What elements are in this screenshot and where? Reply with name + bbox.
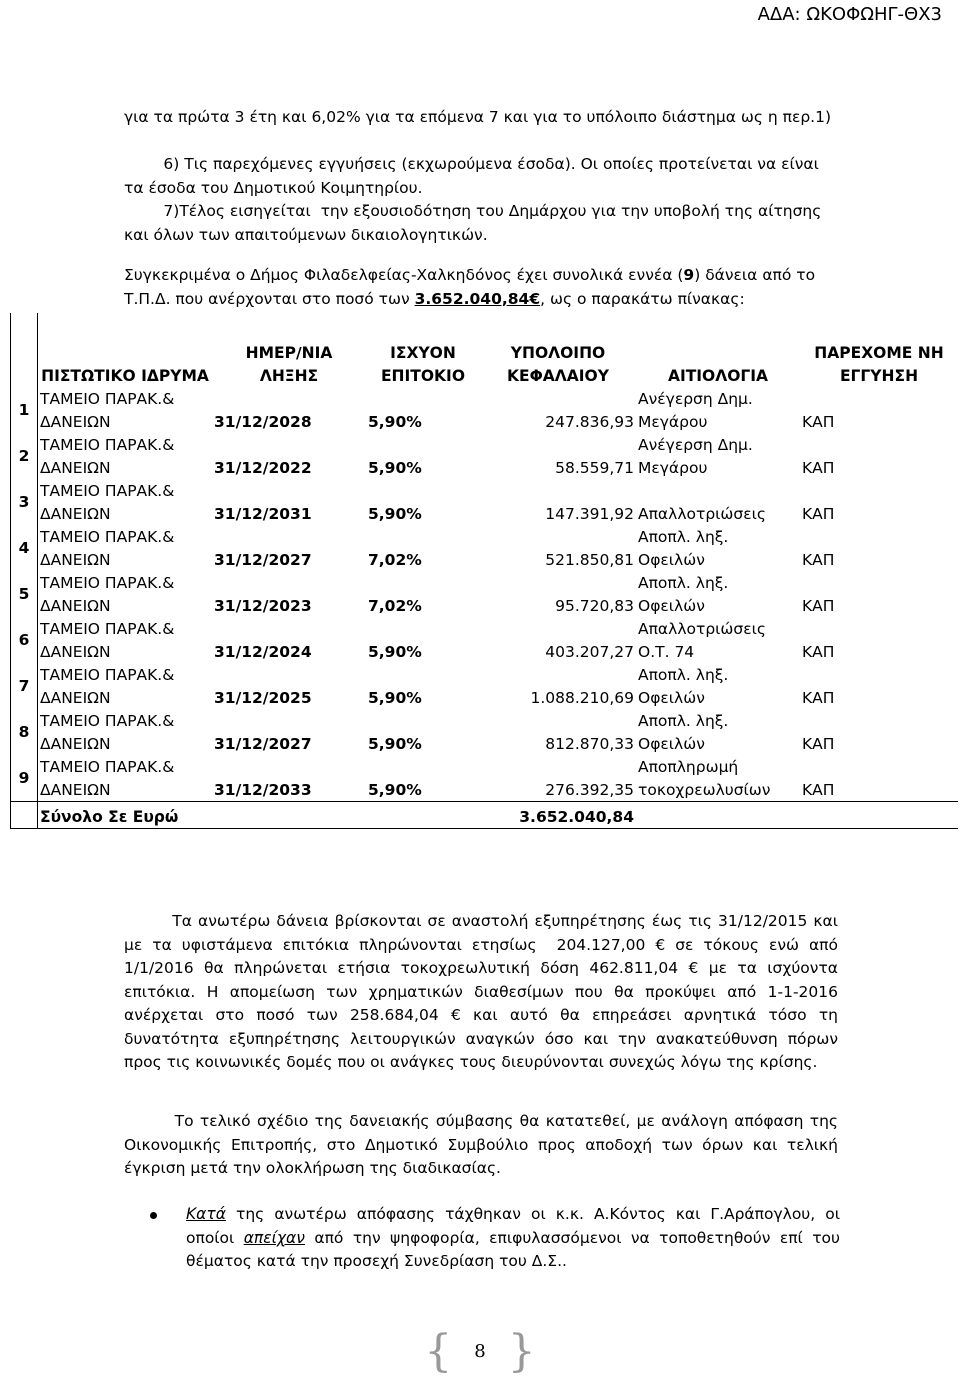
table-row — [11, 755, 959, 802]
row-purpose — [636, 617, 800, 663]
row-date — [212, 755, 366, 802]
row-rate-rate: 7,02% — [368, 596, 422, 615]
intro-line: για τα πρώτα 3 έτη και 6,02% για τα επόμενα 7 και για το υπόλοιπο διάστημα ως η περ.1) — [124, 108, 831, 126]
row-number — [11, 663, 38, 709]
row-guarantee — [800, 709, 958, 755]
row-rate-rate: 5,90% — [368, 734, 422, 753]
row-purpose-purpose2: Οφειλών — [638, 734, 705, 753]
row-date-date: 31/12/2024 — [214, 642, 312, 661]
total-purpose-empty — [636, 802, 800, 829]
row-purpose-purpose1: Απαλλοτριώσεις — [638, 620, 766, 638]
row-lender — [38, 571, 213, 617]
row-balance — [480, 755, 636, 802]
row-purpose-purpose1: Αποπλ. ληξ. — [638, 574, 729, 592]
row-guarantee — [800, 525, 958, 571]
row-purpose — [636, 755, 800, 802]
row-balance-balance: 1.088.210,69 — [530, 688, 634, 707]
row-lender-lender2: ΔΑΝΕΙΩΝ — [40, 412, 111, 431]
row-number — [11, 755, 38, 802]
row-number-num: 7 — [18, 676, 30, 695]
row-date — [212, 709, 366, 755]
row-guarantee — [800, 433, 958, 479]
row-rate — [366, 525, 480, 571]
row-lender — [38, 709, 213, 755]
row-lender — [38, 525, 213, 571]
row-lender — [38, 433, 213, 479]
row-guarantee-guarantee: ΚΑΠ — [802, 642, 835, 661]
summary-mid: ) δάνεια από το Τ.Π.Δ. που ανέρχονται στο ποσό των — [124, 266, 816, 308]
row-lender — [38, 663, 213, 709]
row-lender-lender2: ΔΑΝΕΙΩΝ — [40, 642, 111, 661]
row-date-date: 31/12/2033 — [214, 780, 312, 799]
table-row — [11, 617, 959, 663]
row-guarantee — [800, 755, 958, 802]
row-number-num: 8 — [18, 722, 30, 741]
vote-text-part1: της ανωτέρω απόφασης τάχθηκαν οι κ.κ. Α.Κόντος και Γ.Αράπογλου, οι οποίοι — [186, 1205, 840, 1247]
suspension-paragraph: Τα ανωτέρω δάνεια βρίσκονται σε αναστολή εξυπηρέτησης έως τις 31/12/2015 και με τα υφιστάμενα επιτόκια πληρώνονται ετησίως 204.127,00 € σε τόκους ενώ από 1/1/2016 θα πληρώνεται ετήσια τοκοχρεωλυτική δόση 462.811,04 € με τα ισχύοντα επιτόκια. Η απομείωση των χρηματικών διαθεσίμων που θα προκύψει από 1-1-2016 ανέρχεται στο ποσό των 258.684,04 € και αυτό θα επηρεάσει αρνητικά τόσο τη δυνατότητα εξυπηρέτησης λειτουργικών αναγκών όσο και την ανακατεύθυνση πόρων προς τις κοινωνικές δομές που οι ανάγκες τους διευρύνονται συνεχώς λόγω της κρίσης. — [124, 912, 843, 1071]
header-lender: ΠΙΣΤΩΤΙΚΟ ΙΔΡΥΜΑ — [41, 366, 209, 385]
header-guarantee: ΠΑΡΕΧΟΜΕ ΝΗ ΕΓΓΥΗΣΗ — [814, 344, 944, 385]
row-rate-rate: 5,90% — [368, 458, 422, 477]
row-date-date: 31/12/2028 — [214, 412, 312, 431]
header-num — [11, 313, 38, 387]
row-purpose-purpose1: Αποπλ. ληξ. — [638, 666, 729, 684]
row-lender — [38, 387, 213, 433]
summary-pre: Συγκεκριμένα ο Δήμος Φιλαδελφείας-Χαλκηδόνος έχει συνολικά εννέα ( — [124, 266, 684, 284]
row-guarantee — [800, 479, 958, 525]
row-lender-lender2: ΔΑΝΕΙΩΝ — [40, 458, 111, 477]
row-number-num: 5 — [18, 584, 30, 603]
row-rate — [366, 479, 480, 525]
row-purpose-purpose2: Οφειλών — [638, 596, 705, 615]
row-guarantee-guarantee: ΚΑΠ — [802, 412, 835, 431]
row-rate-rate: 5,90% — [368, 642, 422, 661]
row-purpose-purpose2: Οφειλών — [638, 688, 705, 707]
summary-post: , ως ο παρακάτω πίνακας: — [540, 289, 745, 308]
row-lender-lender1: ΤΑΜΕΙΟ ΠΑΡΑΚ.& — [40, 620, 175, 638]
right-brace-icon: } — [507, 1326, 536, 1377]
row-balance-balance: 247.836,93 — [545, 412, 634, 431]
row-purpose-purpose1: Ανέγερση Δημ. — [638, 436, 753, 454]
row-rate-rate: 5,90% — [368, 504, 422, 523]
table-row — [11, 479, 959, 525]
row-guarantee — [800, 663, 958, 709]
row-lender-lender2: ΔΑΝΕΙΩΝ — [40, 734, 111, 753]
row-number — [11, 387, 38, 433]
row-rate-rate: 5,90% — [368, 780, 422, 799]
row-lender — [38, 479, 213, 525]
row-rate — [366, 755, 480, 802]
table-row — [11, 709, 959, 755]
row-purpose — [636, 479, 800, 525]
row-balance — [480, 709, 636, 755]
row-lender-lender2: ΔΑΝΕΙΩΝ — [40, 780, 111, 799]
row-date — [212, 433, 366, 479]
row-balance-balance: 812.870,33 — [545, 734, 634, 753]
row-balance-balance: 276.392,35 — [545, 780, 634, 799]
table-row — [11, 387, 959, 433]
row-purpose-purpose2: Οφειλών — [638, 550, 705, 569]
loans-summary — [124, 264, 838, 311]
row-lender-lender1: ΤΑΜΕΙΟ ΠΑΡΑΚ.& — [40, 528, 175, 546]
against-word: Κατά — [186, 1205, 226, 1223]
row-balance-balance: 147.391,92 — [545, 504, 634, 523]
row-purpose — [636, 663, 800, 709]
row-guarantee — [800, 617, 958, 663]
row-guarantee — [800, 387, 958, 433]
row-date-date: 31/12/2022 — [214, 458, 312, 477]
row-date-date: 31/12/2023 — [214, 596, 312, 615]
row-number-num: 6 — [18, 630, 30, 649]
row-lender-lender1: ΤΑΜΕΙΟ ΠΑΡΑΚ.& — [40, 758, 175, 776]
row-balance-balance: 403.207,27 — [545, 642, 634, 661]
total-guarantee-empty — [800, 802, 958, 829]
table-row — [11, 663, 959, 709]
row-purpose-purpose2: Απαλλοτριώσεις — [638, 504, 766, 523]
row-date-date: 31/12/2027 — [214, 550, 312, 569]
row-guarantee-guarantee: ΚΑΠ — [802, 458, 835, 477]
row-purpose-purpose1: Αποπλ. ληξ. — [638, 528, 729, 546]
row-number — [11, 479, 38, 525]
vote-bullet — [150, 1203, 840, 1274]
row-lender-lender1: ΤΑΜΕΙΟ ΠΑΡΑΚ.& — [40, 390, 175, 408]
row-date — [212, 479, 366, 525]
total-row — [11, 802, 959, 829]
table-header-row — [11, 313, 959, 387]
vote-text-part2: από την ψηφοφορία, επιφυλασσόμενοι να τοποθετηθούν επί του θέματος κατά την προσεχή Συνεδρίαση του Δ.Σ.. — [186, 1228, 840, 1270]
row-date — [212, 663, 366, 709]
total-amount: 3.652.040,84€ — [414, 289, 541, 308]
intro-item-7: 7)Τέλος εισηγείται την εξουσιοδότηση του Δημάρχου για την υποβολή της αίτησης και όλων των απαιτούμενων δικαιολογητικών. — [124, 202, 832, 244]
row-lender-lender2: ΔΑΝΕΙΩΝ — [40, 688, 111, 707]
row-guarantee-guarantee: ΚΑΠ — [802, 596, 835, 615]
row-guarantee-guarantee: ΚΑΠ — [802, 550, 835, 569]
row-balance-balance: 521.850,81 — [545, 550, 634, 569]
row-number-num: 9 — [18, 768, 30, 787]
row-purpose-purpose2: Ο.Τ. 74 — [638, 642, 695, 661]
total-label: Σύνολο Σε Ευρώ — [38, 802, 367, 829]
row-date-date: 31/12/2025 — [214, 688, 312, 707]
row-lender-lender1: ΤΑΜΕΙΟ ΠΑΡΑΚ.& — [40, 574, 175, 592]
row-rate — [366, 571, 480, 617]
row-guarantee — [800, 571, 958, 617]
row-rate — [366, 617, 480, 663]
page-number: 8 — [474, 1341, 486, 1362]
row-purpose — [636, 387, 800, 433]
row-purpose — [636, 525, 800, 571]
total-value: 3.652.040,84 — [480, 802, 636, 829]
header-balance: ΥΠΟΛΟΙΠΟ ΚΕΦΑΛΑΙΟΥ — [507, 344, 609, 385]
table-row — [11, 433, 959, 479]
row-number-num: 4 — [18, 538, 30, 557]
row-balance — [480, 433, 636, 479]
row-number — [11, 571, 38, 617]
row-date-date: 31/12/2031 — [214, 504, 312, 523]
row-rate — [366, 433, 480, 479]
row-date — [212, 617, 366, 663]
row-rate-rate: 7,02% — [368, 550, 422, 569]
row-lender-lender2: ΔΑΝΕΙΩΝ — [40, 550, 111, 569]
row-rate — [366, 387, 480, 433]
row-lender — [38, 617, 213, 663]
total-num — [11, 802, 38, 829]
row-purpose-purpose1: Αποπληρωμή — [638, 758, 739, 776]
loans-table — [10, 313, 958, 829]
ada-code: ΑΔΑ: ΩΚΟΦΩΗΓ-ΘΧ3 — [757, 4, 942, 25]
row-number — [11, 617, 38, 663]
row-purpose-purpose2: τοκοχρεωλυσίων — [638, 780, 771, 799]
row-balance — [480, 617, 636, 663]
euro-symbol: € — [529, 289, 541, 308]
row-guarantee-guarantee: ΚΑΠ — [802, 688, 835, 707]
row-purpose — [636, 709, 800, 755]
intro-item-6: 6) Τις παρεχόμενες εγγυήσεις (εκχωρούμενα έσοδα). Οι οποίες προτείνεται να είναι τα έσοδα του Δημοτικού Κοιμητηρίου. — [124, 155, 824, 197]
row-lender-lender2: ΔΑΝΕΙΩΝ — [40, 504, 111, 523]
row-balance — [480, 479, 636, 525]
table-row — [11, 571, 959, 617]
row-date — [212, 525, 366, 571]
row-date-date: 31/12/2027 — [214, 734, 312, 753]
row-number — [11, 525, 38, 571]
row-purpose — [636, 571, 800, 617]
row-purpose-purpose2: Μεγάρου — [638, 458, 708, 477]
total-spacer — [366, 802, 480, 829]
row-guarantee-guarantee: ΚΑΠ — [802, 780, 835, 799]
row-guarantee-guarantee: ΚΑΠ — [802, 504, 835, 523]
row-lender-lender1: ΤΑΜΕΙΟ ΠΑΡΑΚ.& — [40, 482, 175, 500]
row-balance — [480, 525, 636, 571]
bullet-icon — [150, 1212, 157, 1219]
row-lender-lender1: ΤΑΜΕΙΟ ΠΑΡΑΚ.& — [40, 712, 175, 730]
row-lender — [38, 755, 213, 802]
row-rate-rate: 5,90% — [368, 412, 422, 431]
table-row — [11, 525, 959, 571]
row-purpose-purpose2: Μεγάρου — [638, 412, 708, 431]
row-balance — [480, 387, 636, 433]
row-lender-lender1: ΤΑΜΕΙΟ ΠΑΡΑΚ.& — [40, 436, 175, 454]
loan-count: 9 — [683, 266, 695, 284]
row-purpose-purpose1: Αποπλ. ληξ. — [638, 712, 729, 730]
header-rate: ΙΣΧΥΟΝ ΕΠΙΤΟΚΙΟ — [380, 344, 466, 385]
row-purpose — [636, 433, 800, 479]
row-balance-balance: 95.720,83 — [555, 596, 634, 615]
row-rate — [366, 709, 480, 755]
row-balance — [480, 663, 636, 709]
header-date: ΗΜΕΡ/ΝΙΑ ΛΗΞΗΣ — [245, 344, 333, 385]
row-purpose-purpose1: Ανέγερση Δημ. — [638, 390, 753, 408]
row-number-num: 1 — [18, 400, 30, 419]
row-date — [212, 571, 366, 617]
row-number-num: 3 — [18, 492, 30, 511]
row-rate-rate: 5,90% — [368, 688, 422, 707]
page-number-block — [0, 1326, 960, 1377]
row-number — [11, 433, 38, 479]
final-plan-paragraph: Το τελικό σχέδιο της δανειακής σύμβασης θα κατατεθεί, με ανάλογη απόφαση της Οικονομικής Επιτροπής, στο Δημοτικό Συμβούλιο προς αποδοχή των όρων και τελική έγκριση μετά την ολοκλήρωση της διαδικασίας. — [124, 1112, 843, 1177]
left-brace-icon: { — [424, 1326, 453, 1377]
row-balance-balance: 58.559,71 — [555, 458, 634, 477]
vote-text — [186, 1203, 840, 1274]
row-date — [212, 387, 366, 433]
row-guarantee-guarantee: ΚΑΠ — [802, 734, 835, 753]
row-rate — [366, 663, 480, 709]
row-balance — [480, 571, 636, 617]
abstained-word: απείχαν — [243, 1228, 305, 1247]
row-lender-lender1: ΤΑΜΕΙΟ ΠΑΡΑΚ.& — [40, 666, 175, 684]
header-purpose: ΑΙΤΙΟΛΟΓΙΑ — [667, 366, 769, 385]
row-lender-lender2: ΔΑΝΕΙΩΝ — [40, 596, 111, 615]
row-number — [11, 709, 38, 755]
row-number-num: 2 — [18, 446, 30, 465]
